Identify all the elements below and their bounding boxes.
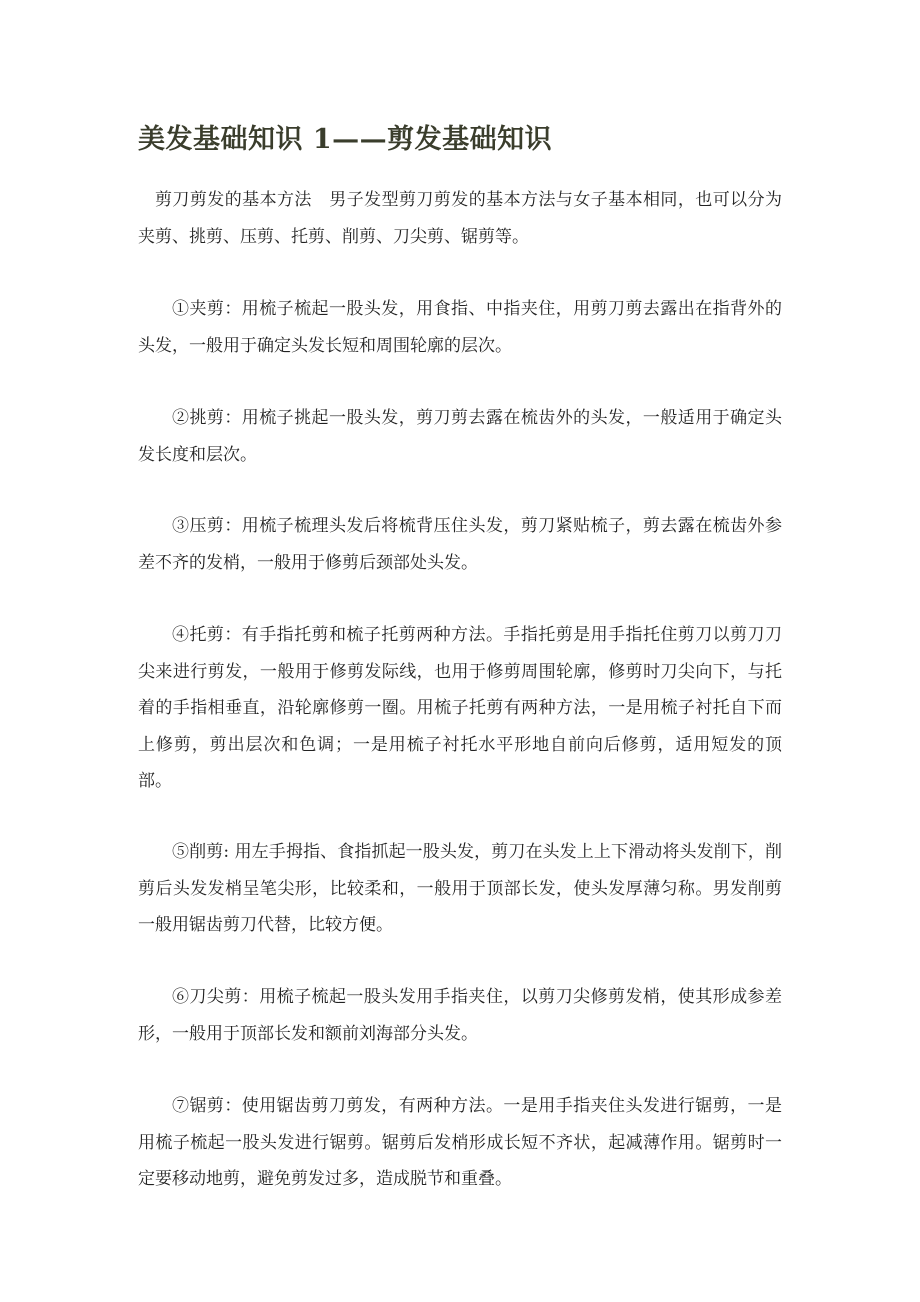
paragraph-slice-cut: ⑤削剪: 用左手拇指、食指抓起一股头发，剪刀在头发上上下滑动将头发削下，削剪后头发发梢呈笔尖形，比较柔和，一般用于顶部长发，使头发厚薄匀称。男发削剪一般用锯齿剪刀代替，比较方便。 — [138, 842, 782, 935]
paragraph-lift-cut: ②挑剪：用梳子挑起一股头发，剪刀剪去露在梳齿外的头发，一般适用于确定头发长度和层次。 — [138, 408, 782, 465]
paragraph-saw-cut: ⑦锯剪：使用锯齿剪刀剪发，有两种方法。一是用手指夹住头发进行锯剪，一是用梳子梳起一股头发进行锯剪。锯剪后发梢形成长短不齐状，起减薄作用。锯剪时一定要移动地剪，避免剪发过多，造成脱节和重叠。 — [138, 1096, 782, 1189]
paragraph-intro: 剪刀剪发的基本方法 男子发型剪刀剪发的基本方法与女子基本相同，也可以分为夹剪、挑剪、压剪、托剪、削剪、刀尖剪、锯剪等。 — [138, 190, 782, 247]
paragraph-clip-cut: ①夹剪：用梳子梳起一股头发，用食指、中指夹住，用剪刀剪去露出在指背外的头发，一般用于确定头发长短和周围轮廓的层次。 — [138, 299, 782, 356]
paragraph-support-cut: ④托剪：有手指托剪和梳子托剪两种方法。手指托剪是用手指托住剪刀以剪刀刀尖来进行剪发，一般用于修剪发际线，也用于修剪周围轮廓，修剪时刀尖向下，与托着的手指相垂直，沿轮廓修剪一圈。用梳子托剪有两种方法，一是用梳子衬托自下而上修剪，剪出层次和色调；一是用梳子衬托水平形地自前向后修剪，适用短发的顶部。 — [138, 625, 782, 791]
document-title: 美发基础知识 1——剪发基础知识 — [138, 124, 553, 155]
paragraph-tip-cut: ⑥刀尖剪：用梳子梳起一股头发用手指夹住，以剪刀尖修剪发梢，使其形成参差形，一般用于顶部长发和额前刘海部分头发。 — [138, 987, 782, 1044]
paragraph-press-cut: ③压剪：用梳子梳理头发后将梳背压住头发，剪刀紧贴梳子，剪去露在梳齿外参差不齐的发梢，一般用于修剪后颈部处头发。 — [138, 516, 782, 573]
